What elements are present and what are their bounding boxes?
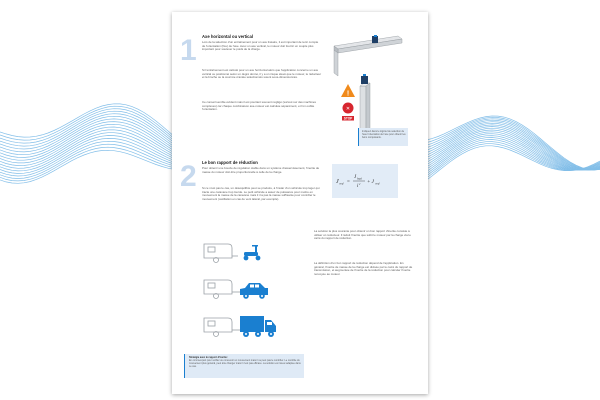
section-1-paragraph-3: Ce conseil semble évident mais il est pourtant souvent négligé (surtout sur des machines complexes) car chaque combinaison axe-moteur est calculée séparément, et l'on oublie l'orientation. xyxy=(202,100,316,112)
svg-text:+ J: + J xyxy=(367,180,374,185)
truck-icon xyxy=(240,316,276,337)
svg-text:=: = xyxy=(347,180,350,185)
svg-text:i: i xyxy=(357,184,359,189)
figure-caption: Indiquez dans le logiciel de sélection de l'axe l'orientation de l'axe pour obtenir les bons composants. xyxy=(362,130,406,139)
svg-text:load: load xyxy=(357,177,362,181)
svg-text:2: 2 xyxy=(359,182,361,186)
svg-text:!: ! xyxy=(346,90,350,98)
svg-text:J: J xyxy=(336,179,339,185)
stop-icon xyxy=(342,103,354,121)
section-2-number: 2 xyxy=(180,160,197,193)
svg-text:STOP: STOP xyxy=(343,116,353,121)
section-2-paragraph-2: Si ce n'est pas le cas, un déséquilibre peut se produire, à l'instar d'un véhicule trop léger qui tracte une caravane trop lourde. Le petit véhicule a assez de puissance pour mettre en mouvement la masse de la caravane mais il n'a pas la masse suffisante pour contrôler le mouvement (oscillation en cas de vent latéral, par exemple). xyxy=(202,186,320,202)
linear-axis-figure xyxy=(328,28,412,136)
document-page xyxy=(172,12,428,394)
strategy-note-title: Stratégie avec le rapport d'inertie : xyxy=(189,356,229,359)
warning-icon xyxy=(341,84,355,98)
section-2-right-paragraph-1: La solution la plus courante pour obtenir un bon rapport d'inertie consiste à utiliser un réducteur. Il réduit l'inertie que subit le moteur par la charge via le carré du rapport de réduction. xyxy=(314,229,411,241)
caravan-icon xyxy=(204,244,238,263)
svg-text:J: J xyxy=(354,175,357,180)
inertia-formula xyxy=(332,164,398,198)
svg-text:red: red xyxy=(339,181,344,186)
section-2-paragraph-1: Pour obtenir une boucle de régulation stable dans un système d'asservissement, l'inertie de masse du moteur doit être proportionnelle à celle de la charge. xyxy=(202,166,320,174)
section-1-number: 1 xyxy=(180,34,197,67)
strategy-note-text: En commençant pour vérifier ou concevoir un mouvement mais il ne peut pas le contrôler. Le contrôle du mouvement plus général, peut être changer mais il n'est pas efficace. La solution est mieux adaptée dans ce cas. xyxy=(189,359,301,368)
figure-caption-callout xyxy=(358,128,408,146)
car-icon xyxy=(240,283,268,299)
vehicle-illustrations xyxy=(200,238,304,348)
section-2-right-paragraph-2: La définition d'un bon rapport de réduction dépend de l'application. En général, l'inertie de masse de la charge est divisée par le carré du rapport de transmission, et augmentée de l'inertie de la réduction pour calculer l'inertie renvoyée au moteur. xyxy=(314,261,413,277)
section-1-title: Axe horizontal ou vertical xyxy=(202,34,253,39)
section-1-paragraph-1: Lors de la sélection d'un entraînement pour un axe linéaire, il est important de tenir compte de l'orientation (fixe) de l'axe. Avec un axe vertical, le moteur doit fournir un couple plus important pour soulever le poids de la charge. xyxy=(202,40,319,52)
section-2-title: Le bon rapport de réduction xyxy=(202,160,258,165)
strategy-note xyxy=(184,354,304,378)
section-1-paragraph-2: Si l'entraînement est calculé pour un axe horizontal alors que l'application concerne un axe vertical ou positionné selon un degré donné, il y a un risque élevé que le moteur, le réducteur et la broche ou la courroie crantée sélectionnés soient sous-dimensionnés. xyxy=(202,68,322,80)
svg-text:red: red xyxy=(375,181,380,186)
svg-text:✕: ✕ xyxy=(345,106,351,112)
scooter-icon xyxy=(244,245,261,260)
